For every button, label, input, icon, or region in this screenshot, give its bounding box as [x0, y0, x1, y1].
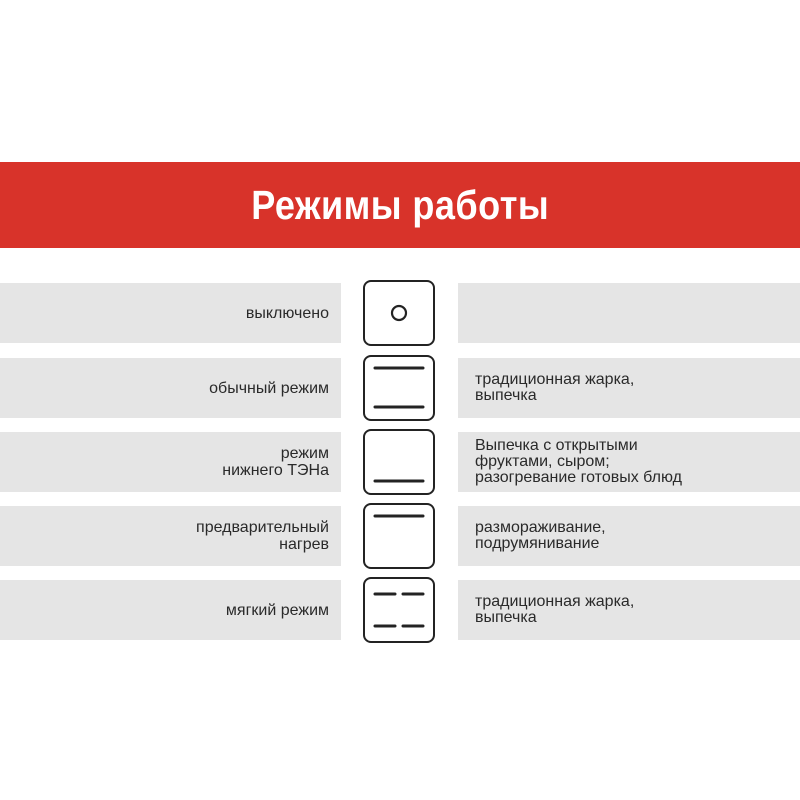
title-banner — [0, 162, 800, 248]
top-and-bottom-heat-icon — [363, 355, 435, 421]
top-heat-icon — [363, 503, 435, 569]
mode-row-soft — [0, 580, 800, 640]
mode-name-cell — [0, 506, 341, 566]
mode-description: традиционная жарка, выпечка — [475, 593, 635, 626]
mode-name: предварительный нагрев — [196, 519, 329, 553]
mode-name: мягкий режим — [225, 601, 329, 619]
mode-description-cell — [458, 506, 800, 566]
mode-name-cell — [0, 358, 341, 418]
mode-row-normal — [0, 358, 800, 418]
off-circle-icon — [363, 280, 435, 346]
mode-name-cell — [0, 432, 341, 492]
mode-description-cell — [458, 580, 800, 640]
bottom-heat-icon — [363, 429, 435, 495]
mode-description-cell — [458, 432, 800, 492]
mode-name: режим нижнего ТЭНа — [222, 445, 329, 479]
soft-mode-dashed-icon — [363, 577, 435, 643]
mode-description-cell — [458, 283, 800, 343]
mode-name: выключено — [245, 304, 329, 322]
mode-row-off — [0, 283, 800, 343]
mode-row-preheat — [0, 506, 800, 566]
mode-name-cell — [0, 283, 341, 343]
page-title: Режимы работы — [251, 181, 549, 228]
mode-row-bottom-heater — [0, 432, 800, 492]
mode-description: традиционная жарка, выпечка — [475, 371, 635, 404]
mode-description-cell — [458, 358, 800, 418]
mode-description: Выпечка с открытыми фруктами, сыром; разогревание готовых блюд — [475, 437, 682, 486]
mode-name: обычный режим — [209, 379, 329, 397]
mode-name-cell — [0, 580, 341, 640]
mode-description: размораживание, подрумянивание — [475, 519, 606, 552]
